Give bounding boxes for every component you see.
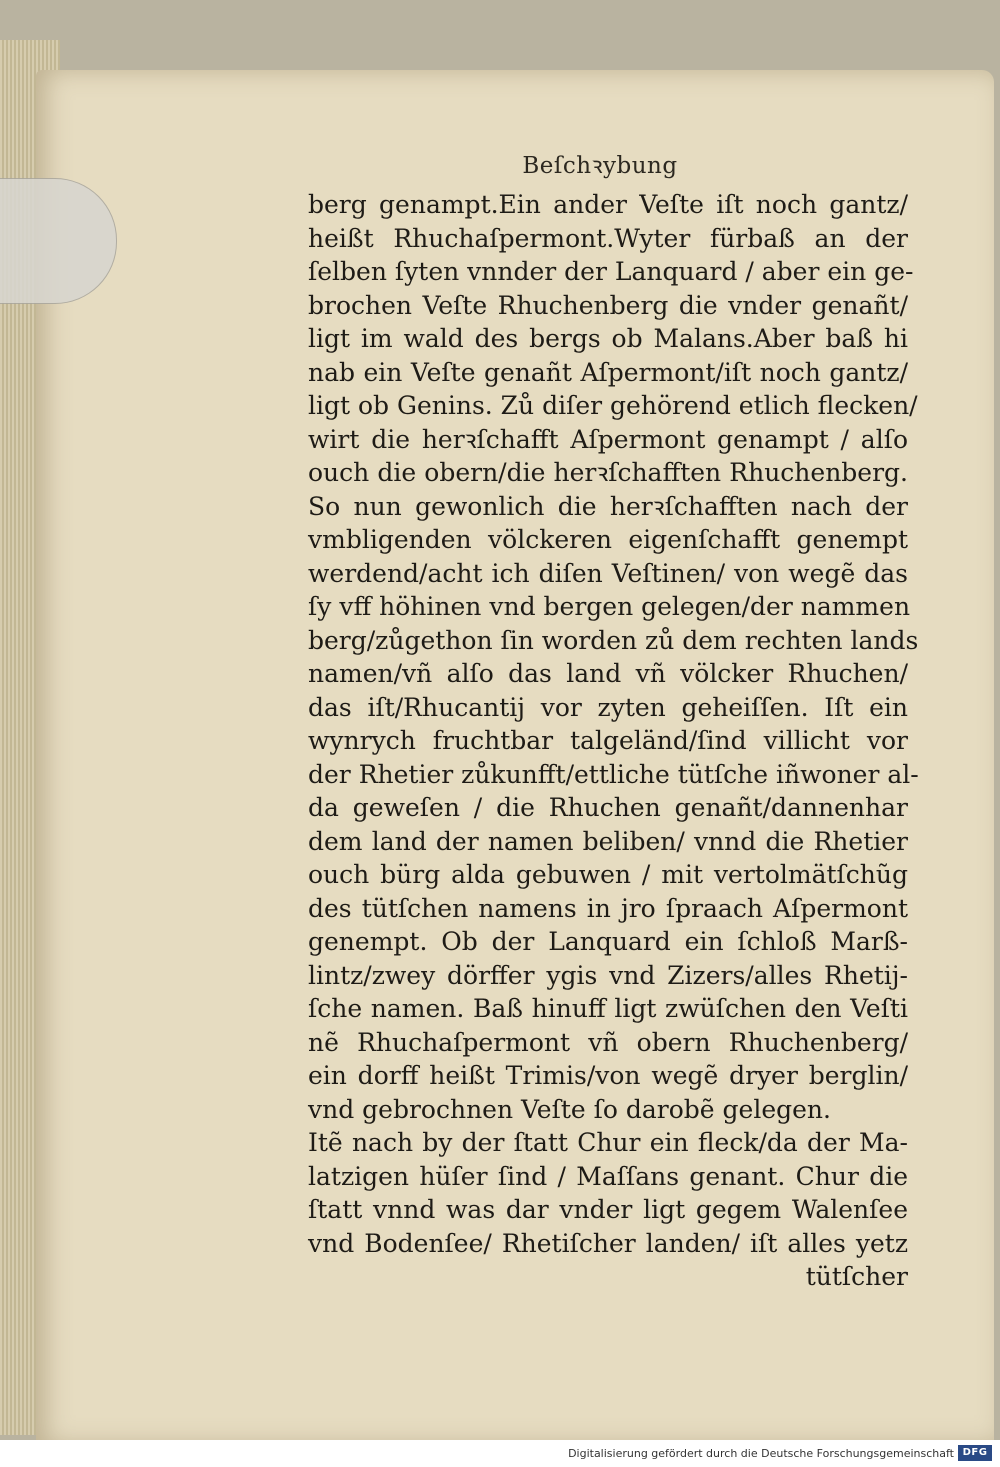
text-line: So nun gewonlich die herꝛſchafften nach der — [308, 491, 908, 521]
text-line: ſtatt vnnd was dar vnder ligt gegem Walenſee — [308, 1195, 908, 1224]
text-line: der Rhetier zůkunfft/ettliche tütſche iñwoner al‐ — [308, 759, 919, 789]
text-line: latzigen hüſer ſind / Maſſans genant. Chur die — [308, 1161, 908, 1191]
funding-credit: Digitalisierung gefördert durch die Deutsche Forschungsgemeinschaft — [568, 1447, 954, 1460]
text-line: heißt Rhuchaſpermont.Wyter fürbaß an der — [308, 223, 908, 253]
text-line: ligt im wald des bergs ob Malans.Aber baß hi — [308, 324, 908, 353]
text-line: ein dorff heißt Trimis/von wegẽ dryer berglin/ — [308, 1061, 908, 1090]
text-line: ſy vff höhinen vnd bergen gelegen/der nammen — [308, 592, 911, 621]
text-line: Itẽ nach by der ſtatt Chur ein fleck/da der Ma‐ — [308, 1128, 908, 1157]
catchword: tütſcher — [805, 1262, 908, 1291]
text-line: vnd Bodenſee/ Rhetiſcher landen/ iſt alles yetz — [308, 1228, 908, 1258]
text-line: vmbligenden völckeren eigenſchafft genempt — [308, 525, 908, 554]
text-line: nẽ Rhuchaſpermont vñ obern Rhuchenberg/ — [308, 1027, 908, 1057]
text-line: werdend/acht ich diſen Veſtinen/ von wegẽ das — [308, 558, 908, 588]
text-line: des tütſchen namens in jro ſpraach Aſpermont — [308, 893, 908, 923]
body-text — [308, 188, 919, 1294]
text-line: lintz/zwey dörffer ygis vnd Zizers/alles Rhetij‐ — [308, 960, 908, 990]
footer-bar — [0, 1440, 1000, 1467]
dfg-logo: DFG — [958, 1445, 992, 1461]
text-line: vnd gebrochnen Veſte ſo darobẽ gelegen. — [308, 1094, 831, 1124]
text-line: namen/vñ alſo das land vñ völcker Rhuchen/ — [308, 659, 908, 688]
text-line: ouch die obern/die herꝛſchafften Rhuchenberg. — [308, 458, 908, 487]
text-line: ouch bürg alda gebuwen / mit vertolmätſchũg — [308, 860, 908, 889]
running-head: Beſchꝛybung — [522, 153, 678, 179]
text-line: ſche namen. Baß hinuff ligt zwüſchen den Veſti — [308, 994, 908, 1023]
text-line: wirt die herꝛſchafft Aſpermont genampt / alſo — [308, 424, 908, 454]
bookmark-clip — [0, 178, 117, 304]
text-line: da geweſen / die Rhuchen genañt/dannenhar — [308, 793, 908, 822]
text-line: genempt. Ob der Lanquard ein ſchloß Marß‐ — [308, 927, 908, 956]
text-line: berg genampt.Ein ander Veſte iſt noch gantz/ — [308, 190, 908, 219]
text-line: wynrych fruchtbar talgeländ/ſind villicht vor — [308, 726, 908, 755]
text-line: dem land der namen beliben/ vnnd die Rhetier — [308, 826, 908, 856]
text-line: berg/zůgethon ſin worden zů dem rechten lands — [308, 625, 919, 655]
text-line: ſelben ſyten vnnder der Lanquard / aber ein ge‐ — [308, 257, 914, 286]
text-line: ligt ob Genins. Zů diſer gehörend etlich flecken/ — [308, 391, 918, 420]
text-line: das iſt/Rhucantij vor zyten geheiſſen. Iſt ein — [308, 692, 908, 722]
text-line: brochen Veſte Rhuchenberg die vnder genañt/ — [308, 290, 908, 320]
text-line: nab ein Veſte genañt Aſpermont/iſt noch gantz/ — [308, 357, 908, 387]
